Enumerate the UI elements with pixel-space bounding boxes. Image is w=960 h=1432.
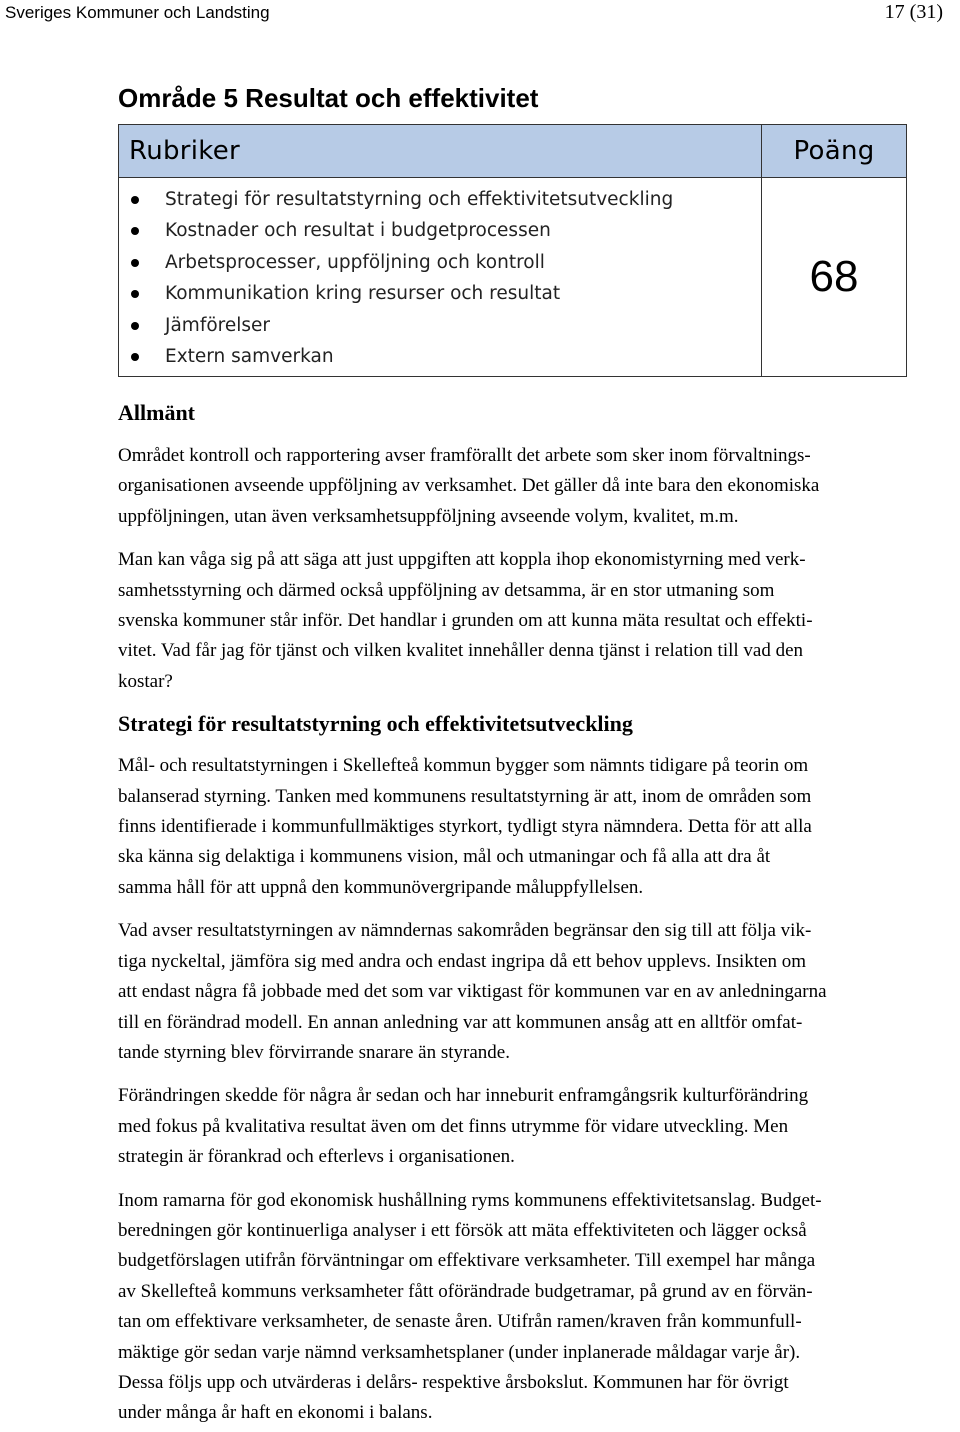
text-line: tiga nyckeltal, jämföra sig med andra och endast ingripa då ett behov upplevs. Insikten om xyxy=(118,950,807,972)
text-line: budgetförslagen utifrån förväntningar om effektivare verksamheter. Till exempel har många xyxy=(118,1250,816,1272)
text-line: under många år haft en ekonomi i balans. xyxy=(118,1402,433,1424)
text-line: samma håll för att uppnå den kommunövergripande måluppfyllelsen. xyxy=(118,876,644,898)
text-line: organisationen avseende uppföljning av verksamhet. Det gäller då inte bara den ekonomiska xyxy=(118,475,820,497)
strategi-paragraph-1 xyxy=(118,751,960,903)
text-line: uppföljningen, utan även verksamhetsuppföljning avseende volym, kvalitet, m.m. xyxy=(118,505,739,527)
text-line: tan om effektivare verksamheter, de senaste åren. Utifrån ramen/kraven från kommunfull- xyxy=(118,1311,802,1333)
page-number: 17 (31) xyxy=(884,1,943,23)
text-line: Dessa följs upp och utvärderas i delårs- respektive årsbokslut. Kommunen har för övrigt xyxy=(118,1371,789,1393)
text-line: till en förändrad modell. En annan anledning var att kommunen ansåg att en alltför omfat- xyxy=(118,1011,803,1033)
bullet-icon xyxy=(131,290,139,298)
rubric-item-label: Arbetsprocesser, uppföljning och kontroll xyxy=(165,251,545,273)
rubriker-header: Rubriker xyxy=(119,125,762,178)
text-line: Man kan våga sig på att säga att just uppgiften att koppla ihop ekonomistyrning med verk- xyxy=(118,549,806,571)
bullet-icon xyxy=(131,322,139,330)
rubric-items-cell xyxy=(119,178,762,377)
strategi-paragraph-4 xyxy=(118,1186,960,1429)
bullet-icon xyxy=(131,227,139,235)
strategi-heading: Strategi för resultatstyrning och effektivitetsutveckling xyxy=(118,711,633,737)
strategi-paragraph-2 xyxy=(118,916,960,1068)
text-line: kostar? xyxy=(118,670,173,692)
text-line: att endast några få jobbade med det som var viktigast för kommunen var en av anledningarna xyxy=(118,981,827,1003)
allmant-heading: Allmänt xyxy=(118,400,195,425)
text-line: Området kontroll och rapportering avser framförallt det arbete som sker inom förvaltnings- xyxy=(118,445,811,466)
text-line: samhetsstyrning och därmed också uppföljning av detsamma, är en stor utmaning som xyxy=(118,579,775,601)
text-line: Inom ramarna för god ekonomisk hushållning ryms kommunens effektivitetsanslag. Budget- xyxy=(118,1189,822,1211)
rubric-item-label: Kommunikation kring resurser och resultat xyxy=(165,283,561,305)
page-header xyxy=(0,0,960,30)
text-line: vitet. Vad får jag för tjänst och vilken kvalitet innehåller denna tjänst i relation till vad den xyxy=(118,640,804,662)
rubric-list-item xyxy=(119,184,761,215)
rubric-item-label: Kostnader och resultat i budgetprocessen xyxy=(165,220,551,242)
rubric-list-item xyxy=(119,278,761,309)
rubric-list xyxy=(119,178,761,372)
points-value: 68 xyxy=(762,178,907,377)
text-line: strategin är förankrad och efterlevs i organisationen. xyxy=(118,1146,515,1168)
text-line: tande styrning blev förvirrande snarare än styrande. xyxy=(118,1041,510,1063)
rubric-list-item xyxy=(119,341,761,372)
bullet-icon xyxy=(131,259,139,267)
rubric-item-label: Jämförelser xyxy=(165,314,270,336)
bullet-icon xyxy=(131,196,139,204)
text-line: balanserad styrning. Tanken med kommunens resultatstyrning är att, inom de områden som xyxy=(118,785,812,807)
allmant-paragraph-2 xyxy=(118,545,960,697)
poang-header: Poäng xyxy=(762,125,907,178)
text-line: av Skellefteå kommuns verksamheter fått oförändrade budgetramar, på grund av en förvän- xyxy=(118,1280,813,1302)
rubric-item-label: Extern samverkan xyxy=(165,346,334,368)
rubric-table xyxy=(118,124,907,377)
organization-name: Sveriges Kommuner och Landsting xyxy=(5,3,270,22)
rubric-list-item xyxy=(119,215,761,246)
rubric-list-item xyxy=(119,247,761,278)
text-line: Mål- och resultatstyrningen i Skellefteå kommun bygger som nämnts tidigare på teorin om xyxy=(118,755,809,777)
text-line: mäktige gör sedan varje nämnd verksamhetsplaner (under inplanerade måldagar varje år). xyxy=(118,1341,801,1363)
area-title: Område 5 Resultat och effektivitet xyxy=(118,83,539,113)
text-line: med fokus på kvalitativa resultat även om det finns utrymme för vidare utveckling. Men xyxy=(118,1115,789,1137)
bullet-icon xyxy=(131,353,139,361)
text-line: svenska kommuner står inför. Det handlar i grunden om att kunna mäta resultat och effekti- xyxy=(118,610,813,632)
text-line: ska känna sig delaktiga i kommunens vision, mål och utmaningar och få alla att dra åt xyxy=(118,846,771,868)
text-line: Vad avser resultatstyrningen av nämndernas sakområden begränsar den sig till att följa vik- xyxy=(118,920,812,942)
page-content xyxy=(118,78,960,1429)
text-line: Förändringen skedde för några år sedan och har inneburit enframgångsrik kulturförändring xyxy=(118,1085,809,1107)
rubric-list-item xyxy=(119,310,761,341)
text-line: finns identifierade i kommunfullmäktiges styrkort, tydligt styra nämndera. Detta för att alla xyxy=(118,816,812,838)
allmant-paragraph-1 xyxy=(118,441,960,532)
rubric-item-label: Strategi för resultatstyrning och effektivitetsutveckling xyxy=(165,189,674,210)
text-line: beredningen gör kontinuerliga analyser i ett försök att mäta effektiviteten och lägger också xyxy=(118,1219,807,1241)
strategi-paragraph-3 xyxy=(118,1081,960,1172)
